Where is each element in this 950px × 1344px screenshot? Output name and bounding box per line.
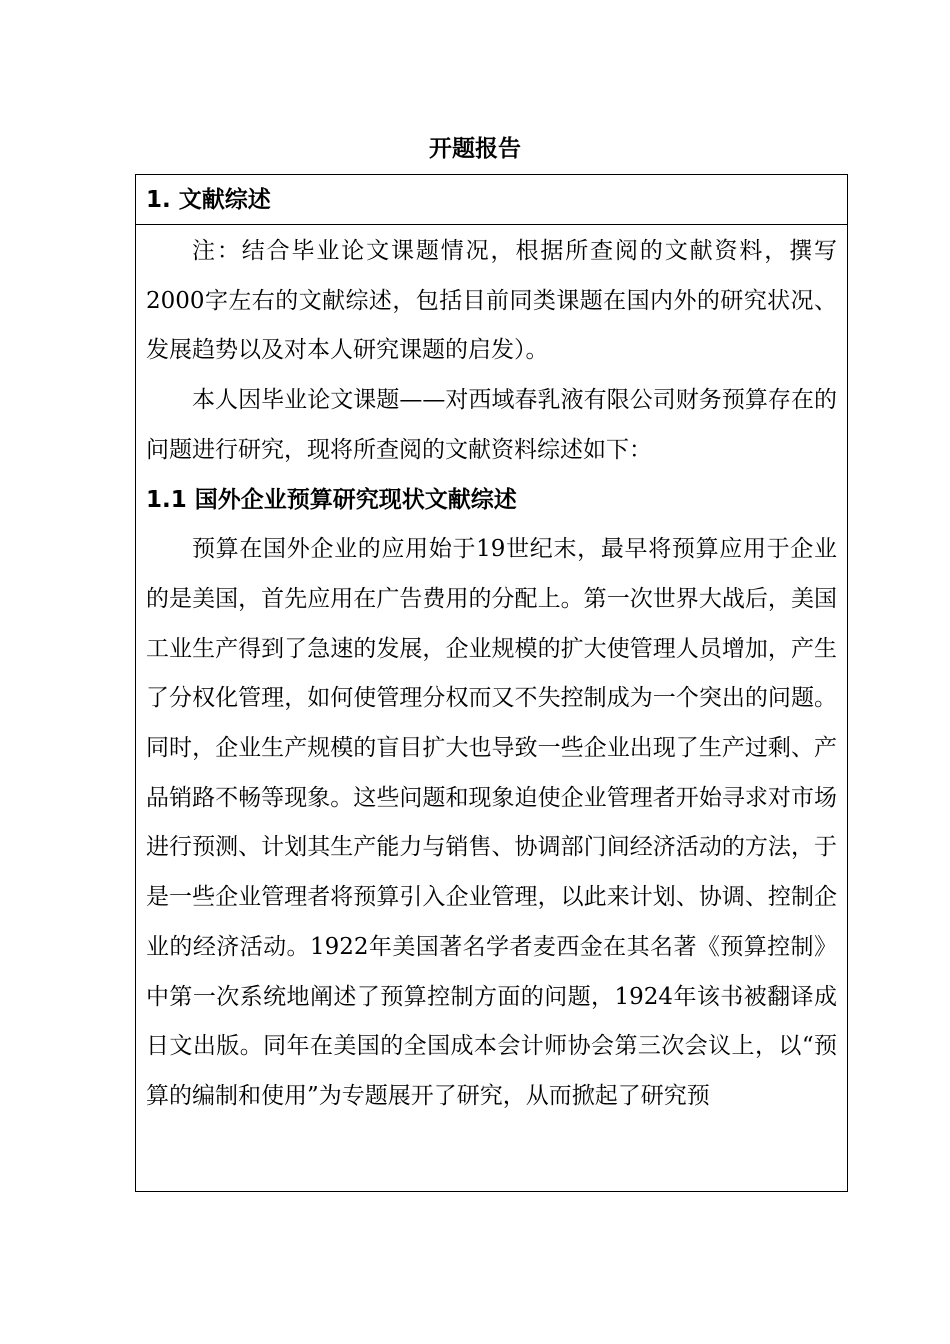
- intro-paragraph: 本人因毕业论文课题——对西域春乳液有限公司财务预算存在的问题进行研究，现将所查阅的文献资料综述如下：: [146, 387, 837, 463]
- subsection-heading: 1.1 国外企业预算研究现状文献综述: [146, 486, 517, 513]
- report-table: [135, 174, 848, 1192]
- body-paragraph: 预算在国外企业的应用始于19世纪末，最早将预算应用于企业的是美国，首先应用在广告费用的分配上。第一次世界大战后，美国工业生产得到了急速的发展，企业规模的扩大使管理人员增加，产生了分权化管理，如何使管理分权而又不失控制成为一个突出的问题。同时，企业生产规模的盲目扩大也导致一些企业出现了生产过剩、产品销路不畅等现象。这些问题和现象迫使企业管理者开始寻求对市场进行预测、计划其生产能力与销售、协调部门间经济活动的方法，于是一些企业管理者将预算引入企业管理，以此来计划、协调、控制企业的经济活动。1922年美国著名学者麦西金在其名著《预算控制》中第一次系统地阐述了预算控制方面的问题，1924年该书被翻译成日文出版。同年在美国的全国成本会计师协会第三次会议上，以“预算的编制和使用”为专题展开了研究，从而掀起了研究预: [146, 536, 837, 1109]
- note-paragraph: 注：结合毕业论文课题情况，根据所查阅的文献资料，撰写2000字左右的文献综述，包括目前同类课题在国内外的研究状况、发展趋势以及对本人研究课题的启发）。: [146, 238, 837, 364]
- section-heading: 1. 文献综述: [136, 175, 847, 225]
- section-content: [136, 225, 847, 1122]
- page-title: 开题报告: [429, 136, 521, 162]
